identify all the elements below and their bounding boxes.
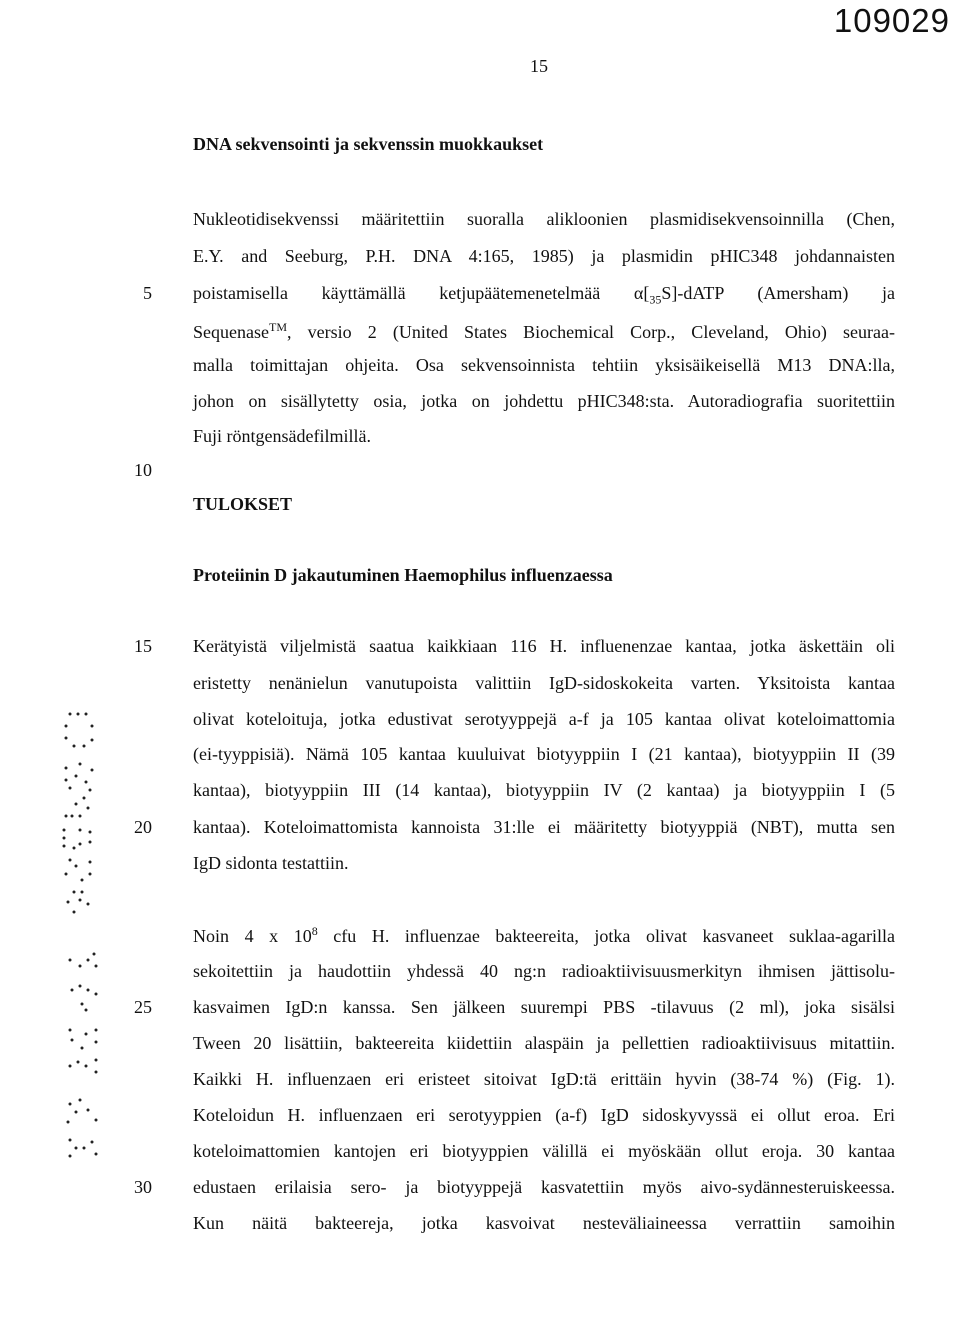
para2-line7: IgD sidonta testattiin. xyxy=(193,853,349,873)
document-number: 109029 xyxy=(833,2,950,39)
para1-line6: johon on sisällytetty osia, jotka on johdettu pHIC348:sta. Autoradiografia suoritettiin xyxy=(193,391,895,411)
line-number-30: 30 xyxy=(134,1177,152,1197)
para2-line1: Kerätyistä viljelmistä saatua kaikkiaan 116 H. influenenzae kantaa, jotka äskettäin oli xyxy=(193,636,895,656)
para3-line5: Kaikki H. influenzaen eri eristeet sitoivat IgD:tä erittäin hyvin (38-74 %) (Fig. 1). xyxy=(193,1069,895,1089)
para3-line1: Noin 4 x $10^8$ cfu H. influenzae bakteereita, jotka olivat kasvaneet suklaa-agarilla xyxy=(193,924,895,946)
para2-line5: kantaa), biotyyppiin III (14 kantaa), biotyyppiin IV (2 kantaa) ja biotyyppiin I (5 xyxy=(193,780,895,800)
para3-line7: koteloimattomien kantojen eri biotyyppien välillä ei myöskään ollut eroja. 30 kantaa xyxy=(193,1141,895,1161)
para1-line5: malla toimittajan ohjeita. Osa sekvensoinnista tehtiin yksisäikeisellä M13 DNA:lla, xyxy=(193,355,895,375)
para2-line3: olivat koteloituja, jotka edustivat serotyyppejä a-f ja 105 kantaa olivat koteloimattomia xyxy=(193,709,895,729)
section-heading-sequencing: DNA sekvensointi ja sekvenssin muokkaukset xyxy=(193,134,544,154)
para3-line9: Kun näitä bakteereja, jotka kasvoivat nesteväliaineessa verrattiin samoihin xyxy=(193,1213,895,1233)
line-number-5: 5 xyxy=(143,283,152,303)
para3-line8: edustaen erilaisia sero- ja biotyyppejä kasvatettiin myös aivo-sydännesteruiskeessa. xyxy=(193,1177,895,1197)
para2-line6: kantaa). Koteloimattomista kannoista 31:lle ei määritetty biotyyppiä (NBT), mutta sen xyxy=(193,817,895,837)
para1-line4: Sequenase™, versio 2 (United States Biochemical Corp., Cleveland, Ohio) seuraa- xyxy=(193,320,895,342)
para2-line2: eristetty nenänielun vanutupoista valittiin IgD-sidoskokeita varten. Yksitoista kantaa xyxy=(193,673,895,693)
line-number-25: 25 xyxy=(134,997,152,1017)
line-number-10: 10 xyxy=(134,460,152,480)
para3-line4: Tween 20 lisättiin, bakteereita kiidettiin alaspäin ja pellettien radioaktiivisuus mitattiin. xyxy=(193,1033,895,1053)
line-number-15: 15 xyxy=(134,636,152,656)
margin-dot-pattern xyxy=(0,690,130,1310)
line-number-20: 20 xyxy=(134,817,152,837)
para3-line6: Koteloidun H. influenzaen eri serotyyppien (a-f) IgD sidoskyvyssä ei ollut eroa. Eri xyxy=(193,1105,895,1125)
subsection-heading-protein-d: Proteiinin D jakautuminen Haemophilus influenzaessa xyxy=(193,565,613,585)
page-number: 15 xyxy=(530,56,548,76)
para1-line3: poistamisella käyttämällä ketjupäätemenetelmää $\alpha[_{35}S]$-dATP (Amersham) ja xyxy=(193,283,895,307)
para1-line1: Nukleotidisekvenssi määritettiin suoralla alikloonien plasmidisekvensoinnilla (Chen, xyxy=(193,209,895,229)
results-heading: TULOKSET xyxy=(193,494,293,514)
para2-line4: (ei-tyyppisiä). Nämä 105 kantaa kuuluivat biotyyppiin I (21 kantaa), biotyyppiin II (39 xyxy=(193,744,895,764)
para3-line3: kasvaimen IgD:n kanssa. Sen jälkeen suurempi PBS -tilavuus (2 ml), joka sisälsi xyxy=(193,997,895,1017)
para3-line2: sekoitettiin ja haudottiin yhdessä 40 ng:n radioaktiivisuusmerkityn ihmisen jättisolu- xyxy=(193,961,895,981)
para1-line7: Fuji röntgensädefilmillä. xyxy=(193,426,371,446)
para1-line2: E.Y. and Seeburg, P.H. DNA 4:165, 1985) ja plasmidin pHIC348 johdannaisten xyxy=(193,246,895,266)
